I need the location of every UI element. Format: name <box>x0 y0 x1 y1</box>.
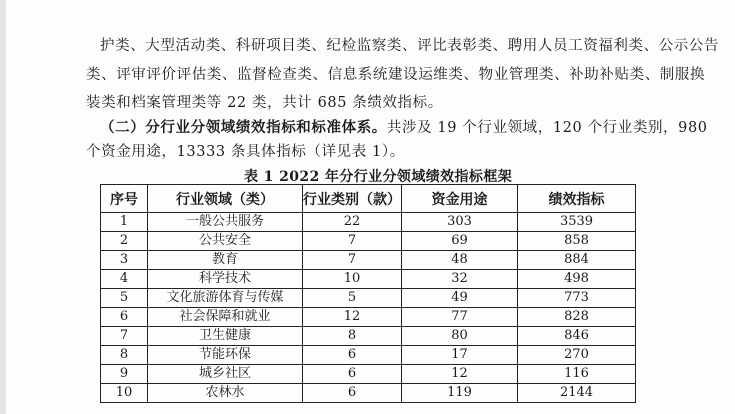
section-heading-body: 共涉及 19 个行业领域，120 个行业类别，980 <box>386 120 708 136</box>
cell-performance-indicator: 270 <box>518 346 636 365</box>
performance-indicator-table <box>100 184 636 403</box>
header-performance-indicator: 绩效指标 <box>518 185 636 213</box>
header-industry-field: 行业领域（类） <box>148 185 303 213</box>
paragraph-line-1: 护类、大型活动类、科研项目类、纪检监察类、评比表彰类、聘用人员工资福利类、公示公告 <box>100 38 720 54</box>
cell-index: 3 <box>101 251 148 270</box>
table-row <box>101 289 636 308</box>
cell-fund-use: 80 <box>402 327 518 346</box>
cell-performance-indicator: 858 <box>518 232 636 251</box>
cell-performance-indicator: 828 <box>518 308 636 327</box>
cell-index: 2 <box>101 232 148 251</box>
paragraph-line-3: 装类和档案管理类等 22 类，共计 685 条绩效指标。 <box>86 95 443 111</box>
cell-industry-category: 8 <box>303 327 402 346</box>
cell-industry-field: 农林水 <box>148 384 303 403</box>
table-header-row <box>101 185 636 213</box>
table-row <box>101 384 636 403</box>
cell-fund-use: 32 <box>402 270 518 289</box>
cell-performance-indicator: 498 <box>518 270 636 289</box>
table-row <box>101 365 636 384</box>
section-heading: （二）分行业分领域绩效指标和标准体系。 <box>100 119 387 136</box>
cell-performance-indicator: 3539 <box>518 213 636 232</box>
paragraph-line-5: 个资金用途，13333 条具体指标（详见表 1）。 <box>86 144 405 160</box>
cell-industry-field: 教育 <box>148 251 303 270</box>
cell-industry-category: 22 <box>303 213 402 232</box>
paragraph-line-2: 类、评审评价评估类、监督检查类、信息系统建设运维类、物业管理类、补助补贴类、制服换 <box>86 67 706 83</box>
cell-industry-field: 公共安全 <box>148 232 303 251</box>
table-row <box>101 308 636 327</box>
cell-fund-use: 119 <box>402 384 518 403</box>
table-row <box>101 327 636 346</box>
paragraph-line-4 <box>100 118 708 138</box>
cell-industry-field: 节能环保 <box>148 346 303 365</box>
cell-index: 10 <box>101 384 148 403</box>
cell-industry-category: 7 <box>303 232 402 251</box>
cell-fund-use: 77 <box>402 308 518 327</box>
header-industry-category: 行业类别（款） <box>303 185 402 213</box>
cell-industry-field: 文化旅游体育与传媒 <box>148 289 303 308</box>
cell-industry-category: 6 <box>303 384 402 403</box>
cell-index: 7 <box>101 327 148 346</box>
cell-industry-field: 城乡社区 <box>148 365 303 384</box>
cell-industry-field: 卫生健康 <box>148 327 303 346</box>
cell-performance-indicator: 884 <box>518 251 636 270</box>
cell-fund-use: 48 <box>402 251 518 270</box>
cell-industry-category: 7 <box>303 251 402 270</box>
header-index: 序号 <box>101 185 148 213</box>
cell-fund-use: 69 <box>402 232 518 251</box>
cell-fund-use: 49 <box>402 289 518 308</box>
page-edge <box>0 0 6 414</box>
header-fund-use: 资金用途 <box>402 185 518 213</box>
cell-fund-use: 303 <box>402 213 518 232</box>
table-caption: 表 1 2022 年分行业分领域绩效指标框架 <box>244 169 513 185</box>
cell-industry-field: 社会保障和就业 <box>148 308 303 327</box>
cell-industry-category: 5 <box>303 289 402 308</box>
cell-industry-category: 10 <box>303 270 402 289</box>
cell-index: 9 <box>101 365 148 384</box>
table-row <box>101 346 636 365</box>
table-row <box>101 232 636 251</box>
cell-index: 6 <box>101 308 148 327</box>
cell-fund-use: 12 <box>402 365 518 384</box>
cell-industry-field: 一般公共服务 <box>148 213 303 232</box>
cell-fund-use: 17 <box>402 346 518 365</box>
cell-industry-category: 12 <box>303 308 402 327</box>
cell-performance-indicator: 116 <box>518 365 636 384</box>
cell-industry-category: 6 <box>303 365 402 384</box>
table-row <box>101 213 636 232</box>
table-row <box>101 270 636 289</box>
cell-performance-indicator: 846 <box>518 327 636 346</box>
cell-performance-indicator: 2144 <box>518 384 636 403</box>
table-row <box>101 251 636 270</box>
cell-index: 1 <box>101 213 148 232</box>
cell-index: 8 <box>101 346 148 365</box>
cell-index: 4 <box>101 270 148 289</box>
cell-performance-indicator: 773 <box>518 289 636 308</box>
cell-index: 5 <box>101 289 148 308</box>
cell-industry-field: 科学技术 <box>148 270 303 289</box>
cell-industry-category: 6 <box>303 346 402 365</box>
